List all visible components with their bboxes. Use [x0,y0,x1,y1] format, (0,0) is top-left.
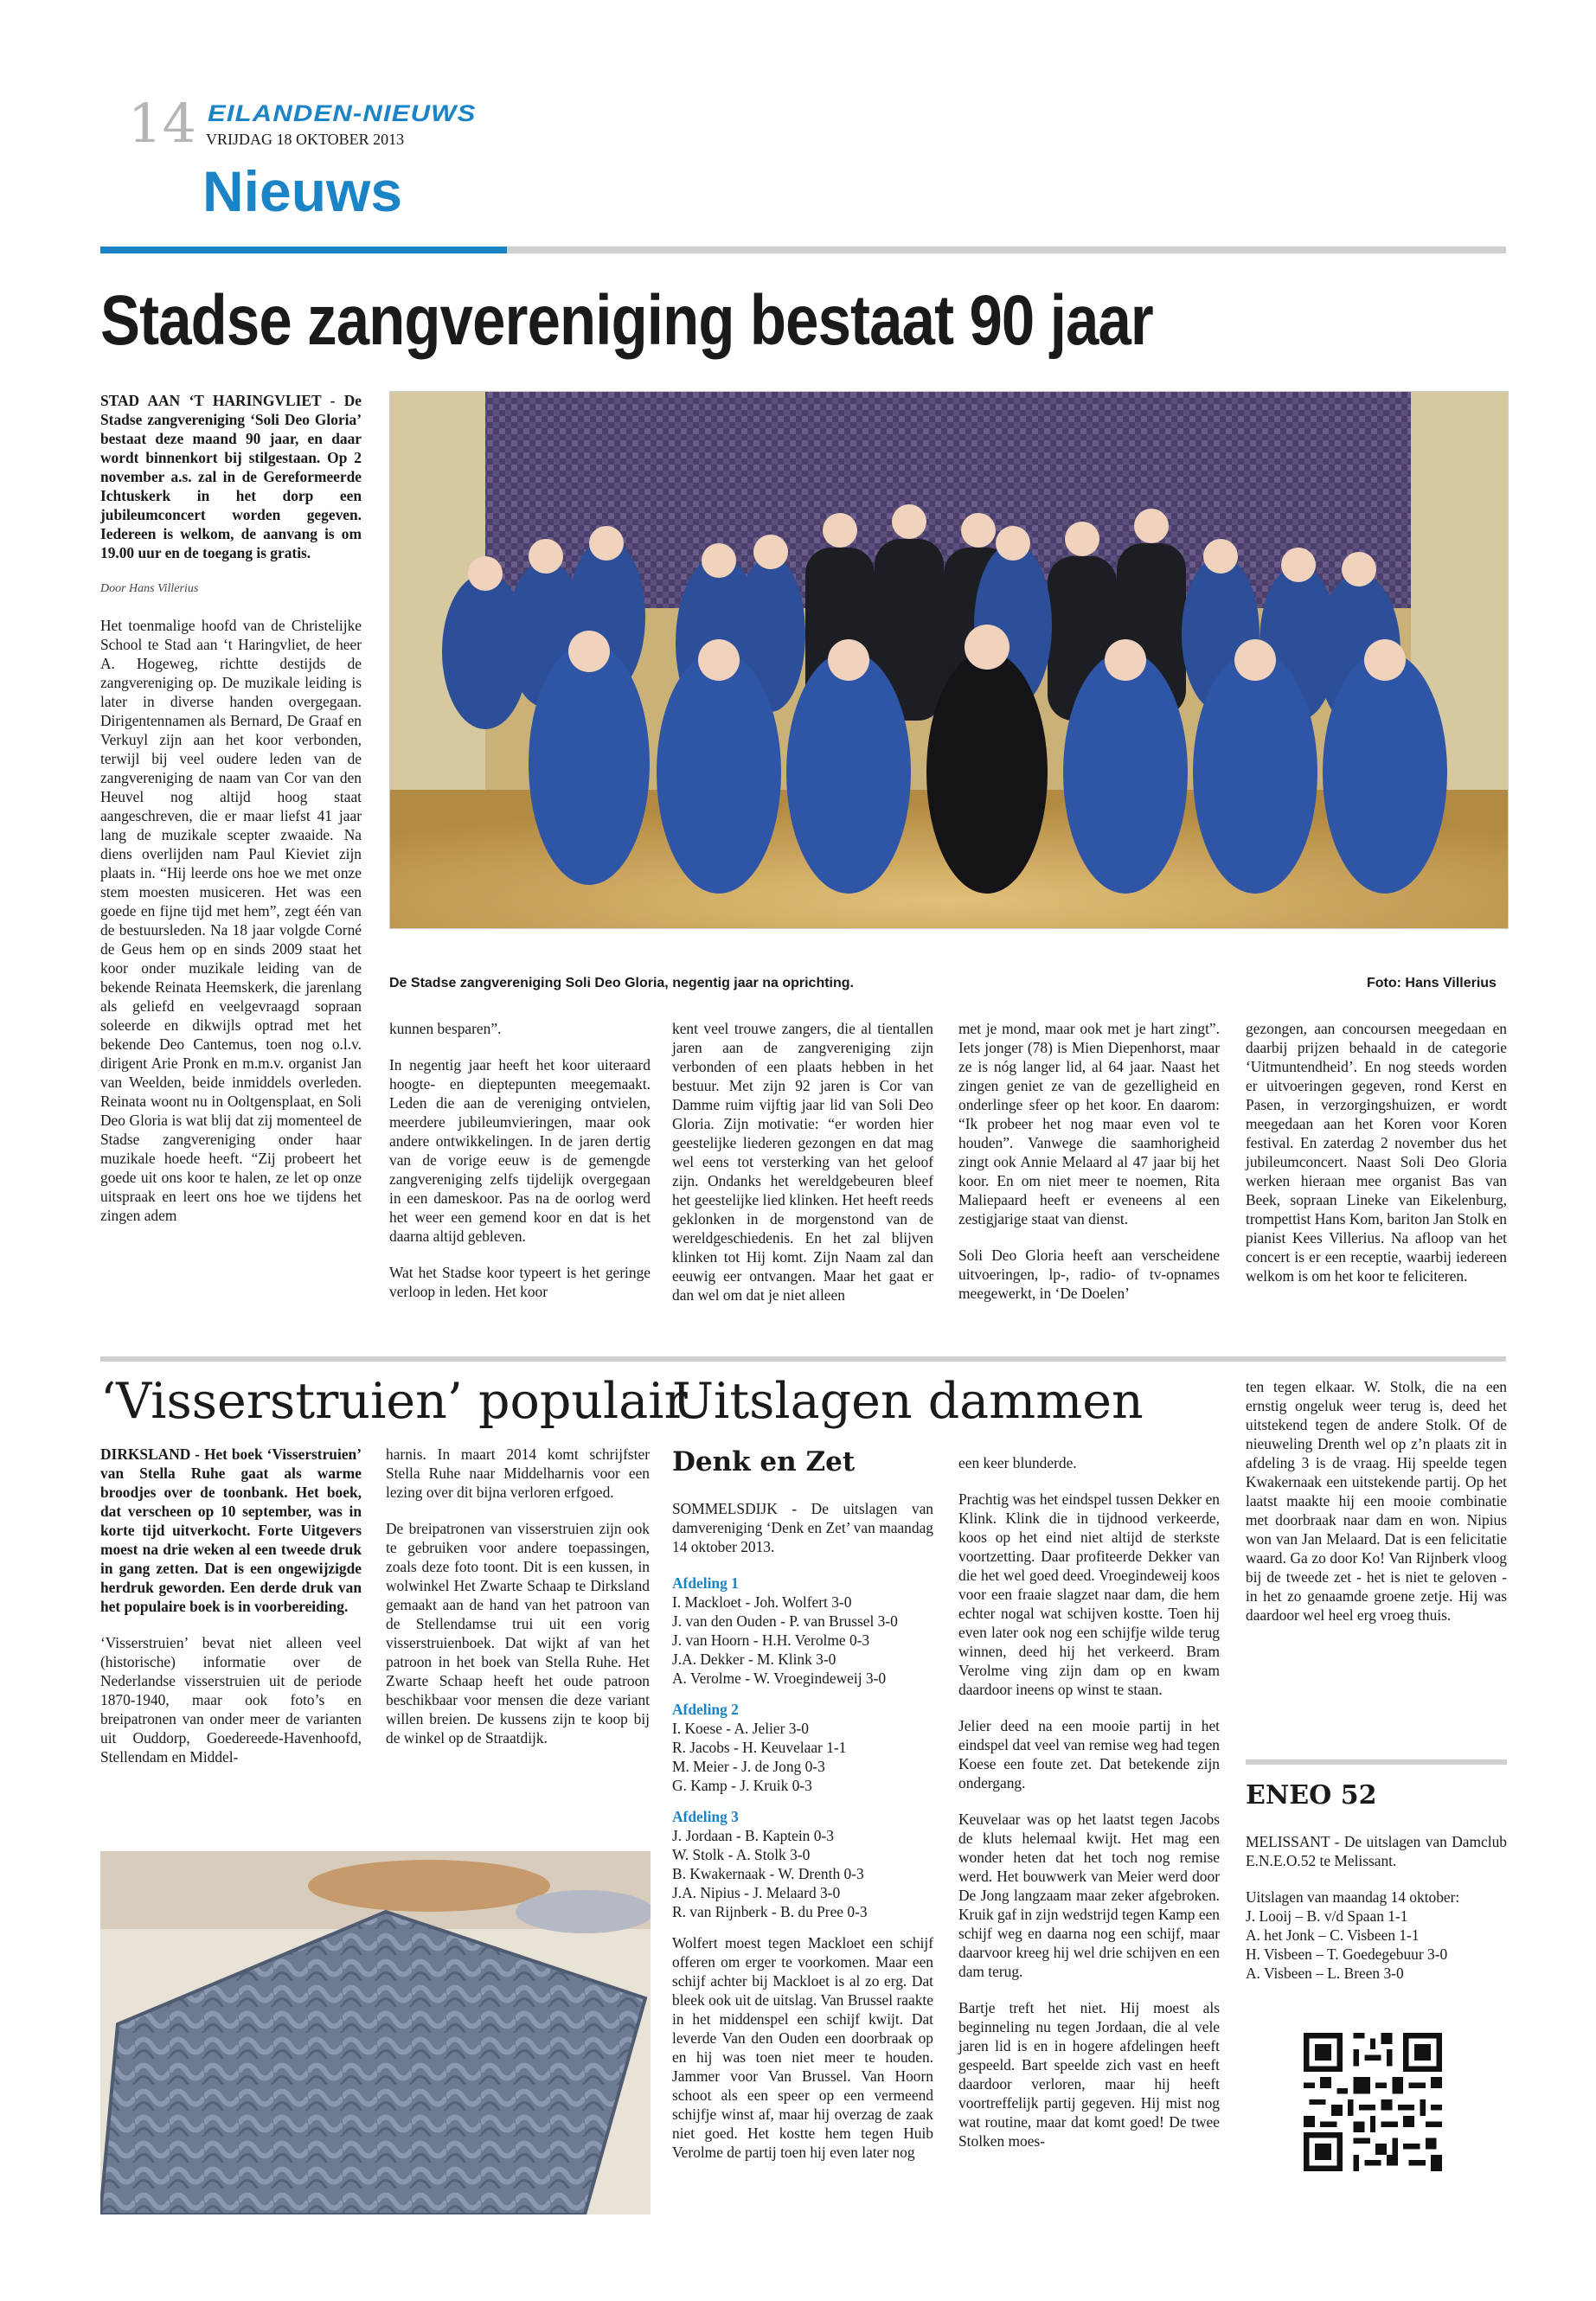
article1-col4-p1: met je mond, maar ook met je hart zingt”. Iets jonger (78) is Mien Diepenhorst, maar ze is nóg langer lid, al 64 jaar. Naast het zingen geniet ze van de gezelligheid en onderlinge sfeer op het koor. En daarom: “Ik probeer het nog maar even vol te houden”. Vanwege die saamhorigheid zingt ook Annie Melaard al 47 jaar bij het koor. En om niet meer te noemen, Rita Maliepaard heeft er eveneens al een zestigjarige staat van dienst. [958,1020,1220,1227]
result-line: I. Mackloet - Joh. Wolfert 3-0 [672,1593,852,1611]
visserstruien-headline: ‘Visserstruien’ populair [100,1373,688,1430]
article1-col3-p1: kent veel trouwe zangers, die al tientallen jaren aan de zangvereniging zijn verbonden of een plaats hebben in het bestuur. Met zijn 92 jaren is Cor van Damme ruim vijftig jaar lid van Soli Deo Gloria. Zijn motivatie: “er worden hier geestelijke liederen gezongen en dat mag wel eens tot versterking van het geloof zijn. Ondanks het wereldgebeuren bleef het geestelijke lied klinken. Het heeft reeds geklonken in de morgenstond van de wereldgeschiedenis. En het zal blijven klinken tot Hij komt. Zijn Naam zal dan eeuwig eer ontvangen. Maar het gaat er dan wel om dat je niet alleen [672,1020,933,1304]
result-line: R. Jacobs - H. Keuvelaar 1-1 [672,1739,847,1756]
knitted-cushion-photo [100,1851,651,2214]
article3-col2-p1: een keer blunderde. [958,1454,1077,1471]
page-number: 14 [128,92,196,155]
eneo-column [1246,1832,1507,1983]
result-line: H. Visbeen – T. Goedegebuur 3-0 [1246,1945,1448,1963]
article1-col4-p2: Soli Deo Gloria heeft aan verscheidene uitvoeringen, lp-, radio- of tv-opnames meegewerkt, in ‘De Doelen’ [958,1247,1220,1302]
article1-column-2 [389,1019,651,1318]
article3-column-2 [958,1453,1220,2168]
result-line: A. Visbeen – L. Breen 3-0 [1246,1965,1404,1982]
result-line: J. Jordaan - B. Kaptein 0-3 [672,1827,834,1844]
division-2-title: Afdeling 2 [672,1701,739,1718]
article3-col2-p2: Prachtig was het eindspel tussen Dekker en Klink. Klink die in tijdnood verkeerde, koos op het eind niet altijd de sterkste voortzetting. Daar profiteerde Dekker van die het wel goed deed. Vroegindeweij koos voor een fraaie slagzet naar dam, die hem echter nogal wat schijven kostte. Toen hij even later ook nog een schijfje wilde terug winnen, deed hij het verkeerd. Bram Verolme ving zijn dam op en kwam daardoor ineens op winst te staan. [958,1490,1220,1698]
photo-caption: De Stadse zangvereniging Soli Deo Gloria, negentig jaar na oprichting. [389,976,854,990]
result-line: A. Verolme - W. Vroegindeweij 3-0 [672,1670,887,1687]
article2-column-1 [100,1445,362,1784]
article1-col5-p1: gezongen, aan concoursen meegedaan en daarbij prijzen behaald in de categorie ‘Uitmuntendheid’. En nog steeds worden er uitvoeringen gegeven, rond Kerst en Pasen, in verzorgingshuizen, er wordt meegedaan aan het Koren voor Koren festival. En zaterdag 2 november dus het jubileumconcert. Naast Soli Deo Gloria werken hieraan mee organist Bas van Beek, sopraan Lineke van Eikelenburg, trompettist Hans Kom, bariton Jan Stolk en pianist Kees Villerius. Na afloop van het concert is er een receptie, waarbij iedereen welkom is om het koor te feliciteren. [1246,1020,1507,1285]
choir-photo [389,391,1509,929]
article1-column-5 [1246,1019,1507,1303]
result-line: J. van Hoorn - H.H. Verolme 0-3 [672,1631,870,1649]
article3-col1-body: Wolfert moest tegen Mackloet een schijf offeren om erger te voorkomen. Maar een schijf achter bij Mackloet is al zo erg. Dat bleek ook uit de uitslag. Van Brussel raakte in het middenspel een schijf kwijt. Dat leverde Van den Ouden een doorbraak op en hij was toen niet meer te houden. Jammer voor Van Brussel. Van Hoorn schoot als een speer op een vermeend schijfje winst af, maar hij overzag de zaak niet goed. Het kostte hem tegen Huib Verolme de partij toen hij even later nog [672,1934,933,2161]
article-divider [100,1356,1506,1362]
eneo-results [1246,1888,1507,1983]
result-line: W. Stolk - A. Stolk 3-0 [672,1846,811,1863]
article2-column-2 [386,1445,650,1765]
result-line: A. het Jonk – C. Visbeen 1-1 [1246,1926,1420,1944]
eneo-headline: ENEO 52 [1246,1780,1377,1811]
issue-date: VRIJDAG 18 OKTOBER 2013 [206,131,405,148]
division-1-results [672,1574,933,1688]
division-1-title: Afdeling 1 [672,1574,739,1592]
article1-col2-p1: kunnen besparen”. [389,1020,502,1037]
result-line: B. Kwakernaak - W. Drenth 0-3 [672,1865,864,1882]
qr-code[interactable] [1304,2033,1442,2171]
article3-column-3 [1246,1377,1507,1642]
eneo-rule [1246,1759,1507,1765]
article1-column-3 [672,1019,933,1322]
article3-intro: SOMMELSDIJK - De uitslagen van damvereniging ‘Denk en Zet’ van maandag 14 oktober 2013. [672,1500,933,1555]
result-line: J.A. Nipius - J. Melaard 3-0 [672,1884,841,1901]
division-3-title: Afdeling 3 [672,1808,739,1825]
result-line: J. van den Ouden - P. van Brussel 3-0 [672,1612,898,1630]
article1-column-4 [958,1019,1220,1320]
result-line: J. Looij – B. v/d Spaan 1-1 [1246,1907,1408,1925]
article1-intro: STAD AAN ‘T HARINGVLIET - De Stadse zangvereniging ‘Soli Deo Gloria’ bestaat deze maand 90 jaar, en daar wordt binnenkort bij stilgestaan. Op 2 november a.s. zal in de Gereformeerde Ichtuskerk in het dorp een jubileumconcert worden gegeven. Iedereen is welkom, de aanvang is om 19.00 uur en de toegang is gratis. [100,392,362,561]
article3-col2-p3: Jelier deed na een mooie partij in het eindspel dat veel van remise weg had tegen Koese een foute zet. Dat betekende zijn ondergang. [958,1717,1220,1791]
article3-col2-p5: Bartje treft het niet. Hij moest als beginneling nu tegen Jordaan, die al vele jaren lid is en in hogere afdelingen heeft gespeeld. Bart speelde zich vast en heeft daardoor verloren, maar hij heeft voortreffelijk partij gegeven. Hij mist nog wat routine, maar dat komt goed! De twee Stolken moes- [958,1999,1220,2150]
section-rule-accent [100,247,507,253]
result-line: G. Kamp - J. Kruik 0-3 [672,1777,812,1794]
result-line: R. van Rijnberk - B. du Pree 0-3 [672,1903,868,1920]
result-line: J.A. Dekker - M. Klink 3-0 [672,1650,836,1668]
division-3-results [672,1807,933,1921]
result-line: M. Meier - J. de Jong 0-3 [672,1758,825,1775]
article2-col2-p1: harnis. In maart 2014 komt schrijfster Stella Ruhe naar Middelharnis voor een lezing over dit bijna verloren erfgoed. [386,1445,650,1501]
section-title: Nieuws [202,159,403,223]
article3-column-1 [672,1499,933,2179]
article3-col3-p1: ten tegen elkaar. W. Stolk, die na een ernstig ongeluk weer terug is, deed het uitstekend tegen de andere Stolk. Of de nieuweling Drenth wel op z’n plaats zit in afdeling 3 is de vraag. Hij speelde tegen Kwakernaak een uitstekende partij. Op het laatst maakte hij een mooie combinatie met doorbraak naar dam en won. Nipius won van Jan Melaard. Dat is een felicitatie waard. Ga zo door Ko! Van Rijnberk vloog bij de tweede zet - het is niet te geloven - in het zo genaamde groene zetje. Hij was daardoor wel heel erg vroeg thuis. [1246,1378,1507,1624]
article2-col2-p2: De breipatronen van visserstruien zijn ook te gebruiken voor andere toepassingen, zoals deze foto toont. Dit is een kussen, in wolwinkel Het Zwarte Schaap te Dirksland gemaakt aan de hand van het patroon van de Stellendamse trui uit een vorig visserstruienboek. Dat wijkt af van het patroon in het boek van Stella Ruhe. Het Zwarte Schaap heeft het oude patroon beschikbaar voor mensen die deze variant willen breien. De kussens zijn te koop bij de winkel op de Straatdijk. [386,1520,650,1747]
result-line: I. Koese - A. Jelier 3-0 [672,1720,809,1737]
article1-body: Het toenmalige hoofd van de Christelijke School te Stad aan ‘t Haringvliet, de heer A. Hogeweg, richtte destijds de zangvereniging op. De muzikale leiding is later in diverse handen overgegaan. Dirigentennamen als Bernard, De Graaf en Verkuyl zijn aan het koor verbonden, terwijl bij veel oudere leden van de zangvereniging de naam van Cor van den Heuvel nog altijd hoog staat aangeschreven, die er maar liefst 41 jaar lang de muzikale scepter zwaaide. Na diens overlijden nam Paul Kieviet zijn plaats in. “Hij leerde ons hoe we met onze stem moesten musiceren. Het was een goede en fijne tijd met hem”, zegt één van de bestuursleden. Na 18 jaar volgde Corné de Geus hem op en sinds 2009 staat het koor onder muzikale leiding van de bekende Reinata Heemskerk, die jarenlang als geliefd en veelgevraagd sopraan soleerde en dikwijls optrad met het bekende Deo Cantemus, toen nog o.l.v. dirigent Arie Pronk en m.m.v. organist Jan van Weelden, beide inmiddels overleden. Reinata woont nu in Ooltgensplaat, en Soli Deo Gloria is wat blij dat zij momenteel de Stadse zangvereniging onder haar muzikale hoede heeft. “Zij probeert het goede uit ons koor te halen, ze let op onze uitspraak en leert ons hoe we tijdens het zingen adem [100,617,362,1224]
division-2-results [672,1700,933,1795]
article3-col2-p4: Keuvelaar was op het laatst tegen Jacobs de kluts helemaal kwijt. Het mag een wonder heten dat het toch nog remise werd. Het bouwwerk van Meier werd door De Jong langzaam maar zeker afgebroken. Kruik gaf in zijn wedstrijd tegen Kamp een schijf weg en daarna nog een schijf, maar daarvoor kreeg hij wel drie schijven en een dam terug. [958,1811,1220,1980]
dammen-headline: Uitslagen dammen [672,1373,1144,1430]
brand-logo: EILANDEN-NIEUWS [208,100,477,126]
article1-col2-p3: Wat het Stadse koor typeert is het geringe verloop in leden. Het koor [389,1264,651,1300]
eneo-subhead: Uitslagen van maandag 14 oktober: [1246,1888,1460,1906]
article2-col1-p1: ‘Visserstruien’ bevat niet alleen veel (historische) informatie over de Nederlandse visserstruien uit de periode 1870-1940, maar ook foto’s en breipatronen van onder meer de varianten uit Ouddorp, Goedereede-Havenhoofd, Stellendam en Middel- [100,1634,362,1766]
article1-byline: Door Hans Villerius [100,582,199,595]
eneo-intro: MELISSANT - De uitslagen van Damclub E.N.E.O.52 te Melissant. [1246,1833,1507,1869]
denk-en-zet-subhead: Denk en Zet [672,1446,856,1477]
photo-credit: Foto: Hans Villerius [1367,976,1497,990]
article-headline: Stadse zangvereniging bestaat 90 jaar [100,281,1153,360]
article1-column-1 [100,391,362,1242]
article2-intro: DIRKSLAND - Het boek ‘Visserstruien’ van Stella Ruhe gaat als warme broodjes over de toonbank. Het boek, dat verscheen op 10 september, was in korte tijd uitverkocht. Forte Uitgevers moest na drie weken al een tweede druk in gang zetten. Dat is een ongewijzigde herdruk geworden. Een derde druk van het populaire boek is in voorbereiding. [100,1445,362,1615]
article1-col2-p2: In negentig jaar heeft het koor uiteraard hoogte- en dieptepunten meegemaakt. Leden die aan de vereniging ontvielen, meerdere jubileumvieringen, maar ook andere ontwikkelingen. In de jaren dertig van de vorige eeuw is de gemengde zangvereniging zelfs tijdelijk overgegaan in een dameskoor. Pas na de oorlog werd het weer een gemend koor en dat is het daarna altijd gebleven. [389,1056,651,1245]
